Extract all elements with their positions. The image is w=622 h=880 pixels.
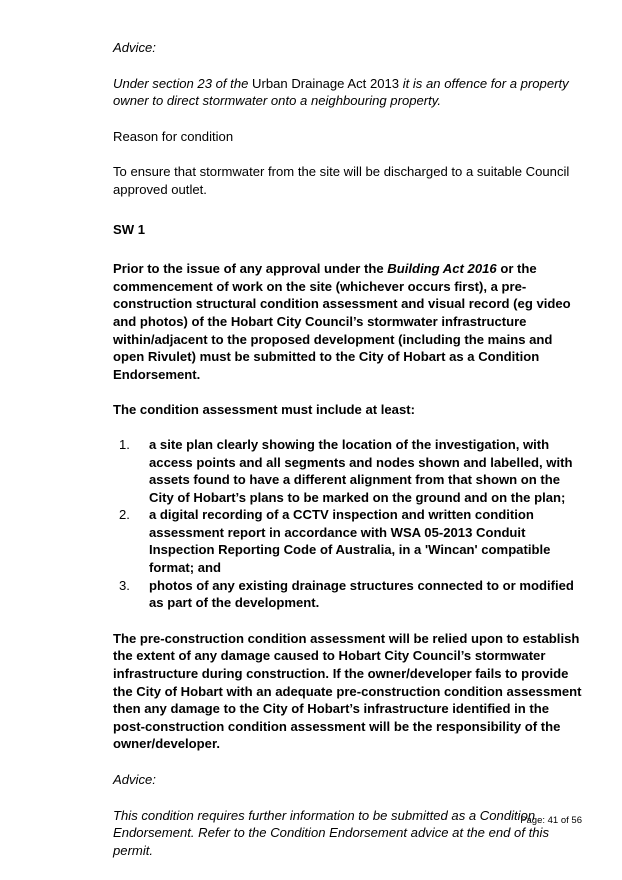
list-item [113, 436, 582, 506]
reason-text: To ensure that stormwater from the site will be discharged to a suitable Council approved outlet. [113, 164, 570, 197]
condition-paragraph [113, 260, 582, 383]
advice-heading: Advice: [113, 40, 156, 55]
urban-drainage-act-name: Urban Drainage Act 2013 [252, 75, 400, 91]
list-item-number: 1. [119, 436, 130, 452]
advice-heading-2: Advice: [113, 772, 156, 787]
list-item-number: 3. [119, 577, 130, 593]
page-number: Page: 41 of 56 [520, 815, 582, 826]
advice-text-part-a: Under section 23 of the [113, 75, 253, 91]
building-act-name: Building Act 2016 [387, 261, 497, 277]
assessment-intro: The condition assessment must include at least: [113, 402, 415, 418]
list-item-number: 2. [119, 507, 130, 523]
advice-text-part-b: it is an offence for a property owner to direct stormwater onto a neighbouring property. [113, 75, 569, 109]
condition-part-a: Prior to the issue of any approval under the [113, 261, 388, 277]
condition-part-b: or the commencement of work on the site (whichever occurs first), a pre-construction structural condition assessment and visual record (eg video and photos) of the Hobart City Council’s stormwater infrastructure within/adjacent to the proposed development (including the mains and open Rivulet) must be submitted to the City of Hobart as a Condition Endorsement. [113, 261, 571, 382]
list-item [113, 506, 582, 576]
list-item-text: photos of any existing drainage structures connected to or modified as part of the development. [149, 577, 574, 611]
list-item-text: a site plan clearly showing the location of the investigation, with access points and all segments and nodes shown and labelled, with assets found to have a different alignment from that shown on the City of Hobart’s plans to be marked on the ground and on the plan; [149, 436, 573, 505]
list-item-text: a digital recording of a CCTV inspection and written condition assessment report in accordance with WSA 05-2013 Conduit Inspection Reporting Code of Australia, in a 'Wincan' compatible format; and [149, 507, 551, 576]
advice-urban-drainage-text [113, 75, 582, 110]
list-item [113, 577, 582, 612]
advice-endorsement-text: This condition requires further information to be submitted as a Condition Endorsement. Refer to the Condition Endorsement advice at the end of this permit. [113, 807, 549, 858]
assessment-requirements-list [113, 436, 582, 612]
reliance-paragraph: The pre-construction condition assessment will be relied upon to establish the extent of any damage caused to Hobart City Council’s stormwater infrastructure during construction. If the owner/developer fails to provide the City of Hobart with an adequate pre-construction condition assessment then any damage to the City of Hobart’s infrastructure identified in the post-construction condition assessment will be the responsibility of the owner/developer. [113, 630, 582, 752]
reason-label: Reason for condition [113, 128, 234, 144]
condition-code: SW 1 [113, 221, 146, 237]
